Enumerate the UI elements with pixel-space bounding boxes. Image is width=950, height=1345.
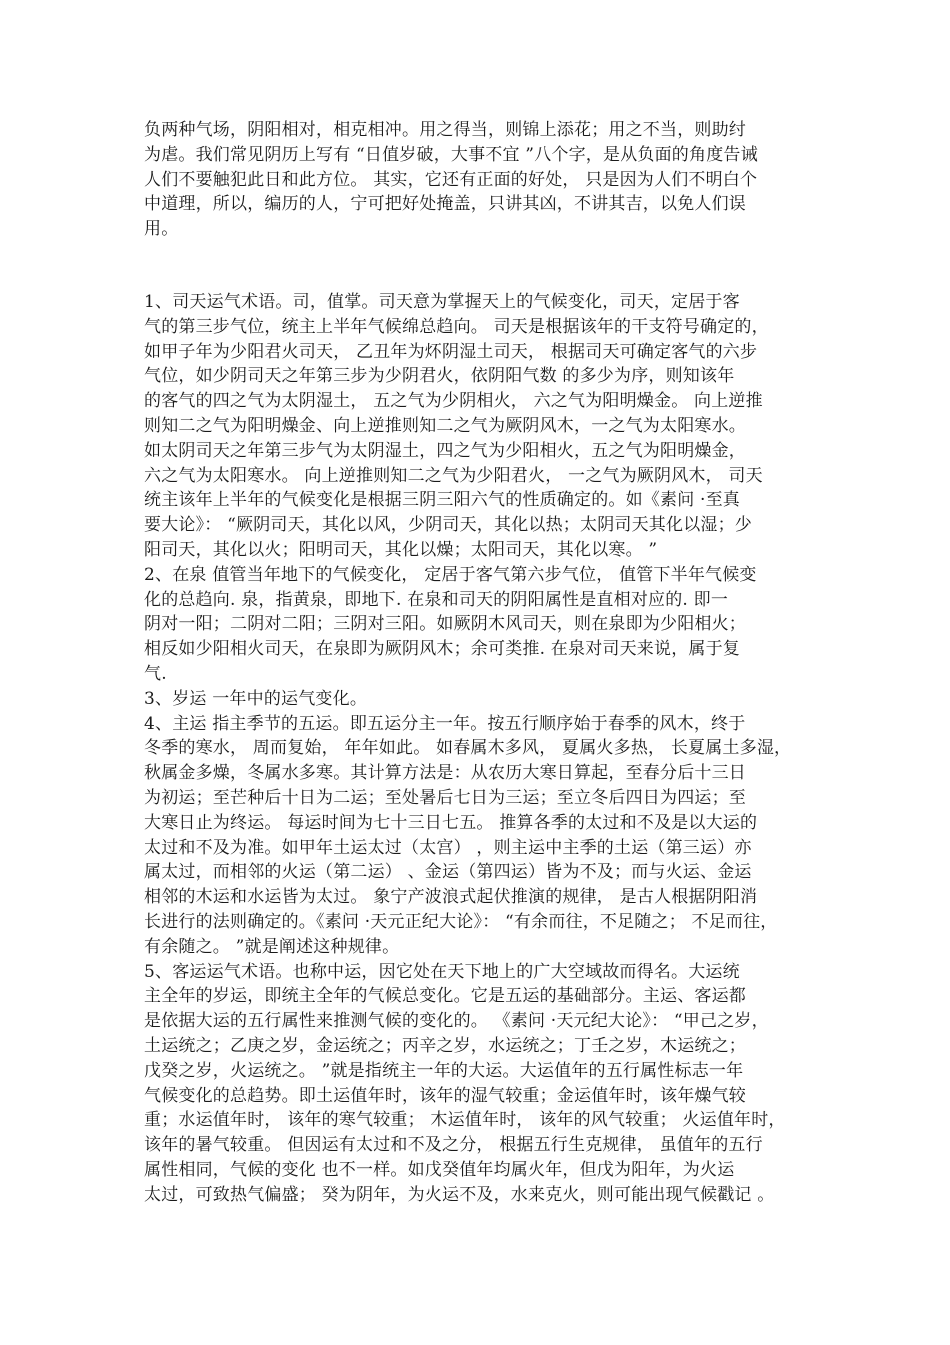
terms-text-line: 该年的暑气较重。 但因运有太过和不及之分， 根据五行生克规律， 虽值年的五行 [144,1135,763,1156]
terms-text-line: 3、岁运 一年中的运气变化。 [144,688,368,709]
intro-text-line: 为虐。我们常见阴历上写有 “日值岁破，大事不宜 ”八个字，是从负面的角度告诫 [144,144,758,165]
intro-text-line: 人们不要触犯此日和此方位。 其实，它还有正面的好处， 只是因为人们不明白个 [144,169,758,190]
terms-text-line: 重；水运值年时， 该年的寒气较重； 木运值年时， 该年的风气较重； 火运值年时， [144,1110,786,1131]
terms-text-line: 六之气为太阳寒水。 向上逆推则知二之气为少阳君火， 一之气为厥阴风木， 司天 [144,465,763,486]
terms-text-line: 气位，如少阴司天之年第三步为少阴君火，依阴阳气数 的多少为序，则知该年 [144,366,735,387]
intro-text-line: 中道理，所以，编历的人，宁可把好处掩盖，只讲其凶，不讲其吉，以免人们误 [144,194,746,215]
terms-text-line: 是依据大运的五行属性来推测气候的变化的。 《素问 ·天元纪大论》： “甲己之岁， [144,1011,769,1032]
intro-text-line: 负两种气场，阴阳相对，相克相冲。用之得当，则锦上添花；用之不当，则助纣 [144,120,746,140]
terms-text-line: 戊癸之岁，火运统之。 ”就是指统主一年的大运。大运值年的五行属性标志一年 [144,1060,744,1081]
terms-text-line: 冬季的寒水， 周而复始， 年年如此。 如春属木多风， 夏属火多热， 长夏属土多湿， [144,738,792,759]
terms-text-line: 有余随之。 ”就是阐述这种规律。 [144,936,400,957]
terms-text-line: 2、在泉 值管当年地下的气候变化， 定居于客气第六步气位， 值管下半年气候变 [144,564,757,585]
terms-text-line: 阴对一阳；二阴对二阳；三阴对三阳。如厥阴木风司天，则在泉即为少阳相火； [144,614,746,635]
terms-text-line: 相反如少阳相火司天，在泉即为厥阴风木；余可类推. 在泉对司天来说，属于复 [144,639,741,660]
terms-text-line: 的客气的四之气为太阴湿土， 五之气为少阴相火， 六之气为阳明燥金。 向上逆推 [144,391,763,412]
terms-text-line: 如太阴司天之年第三步气为太阴湿土，四之气为少阳相火，五之气为阳明燥金， [144,440,746,461]
terms-section [144,290,824,1207]
terms-text-line: 气候变化的总趋势。即土运值年时，该年的湿气较重；金运值年时，该年燥气较 [144,1085,746,1106]
terms-text-line: 长进行的法则确定的。《素问 ·天元正纪大论》： “有余而往，不足随之； 不足而往， [144,911,778,932]
terms-text-line: 1、司天运气术语。司，值掌。司天意为掌握天上的气候变化，司天，定居于客 [144,292,740,312]
terms-text-line: 大寒日止为终运。 每运时间为七十三日七五。 推算各季的太过和不及是以大运的 [144,812,758,833]
terms-text-line: 秋属金多燥，冬属水多寒。其计算方法是：从农历大寒日算起，至春分后十三日 [144,763,746,784]
terms-text-line: 则知二之气为阳明燥金、向上逆推则知二之气为厥阴风木，一之气为太阳寒水。 [144,415,746,436]
terms-text-line: 气的第三步气位，统主上半年气候绵总趋向。 司天是根据该年的干支符号确定的， [144,316,769,337]
terms-text-line: 属太过，而相邻的火运（第二运） 、金运（第四运）皆为不及；而与火运、金运 [144,862,752,883]
intro-text-line: 用。 [144,219,179,240]
intro-paragraph [144,118,824,242]
terms-text-line: 统主该年上半年的气候变化是根据三阴三阳六气的性质确定的。如《素问 ·至真 [144,490,741,511]
terms-text-line: 如甲子年为少阳君火司天， 乙丑年为炋阴湿土司天， 根据司天可确定客气的六步 [144,341,758,362]
terms-text-line: 5、客运运气术语。也称中运，因它处在天下地上的广大空域故而得名。大运统 [144,961,740,982]
terms-text-line: 相邻的木运和水运皆为太过。 象宁产波浪式起伏推演的规律， 是古人根据阴阳消 [144,887,758,908]
terms-text-line: 太过，可致热气偏盛； 癸为阴年，为火运不及，水来克火，则可能出现气候戳记 。 [144,1184,775,1205]
terms-text-line: 化的总趋向. 泉，指黄泉，即地下. 在泉和司天的阴阳属性是直相对应的. 即一 [144,589,729,610]
terms-text-line: 要大论》： “厥阴司天，其化以风，少阴司天，其化以热；太阴司天其化以湿；少 [144,515,752,536]
terms-text-line: 气. [144,663,167,684]
terms-text-line: 土运统之；乙庚之岁，金运统之；丙辛之岁，水运统之；丁壬之岁，木运统之； [144,1035,746,1056]
terms-text-line: 4、主运 指主季节的五运。即五运分主一年。按五行顺序始于春季的风木，终于 [144,713,746,734]
terms-text-line: 主全年的岁运，即统主全年的气候总变化。它是五运的基础部分。主运、客运都 [144,986,746,1007]
terms-text-line: 属性相同，气候的变化 也不一样。如戊癸值年均属火年，但戊为阳年，为火运 [144,1159,735,1180]
terms-text-line: 太过和不及为准。如甲年土运太过（太宫） ，则主运中主季的土运（第三运）亦 [144,837,752,858]
terms-text-line: 阳司天，其化以火；阳明司天，其化以燥；太阳司天，其化以寒。 ” [144,539,658,560]
terms-text-line: 为初运；至芒种后十日为二运；至处暑后七日为三运；至立冬后四日为四运；至 [144,787,746,808]
